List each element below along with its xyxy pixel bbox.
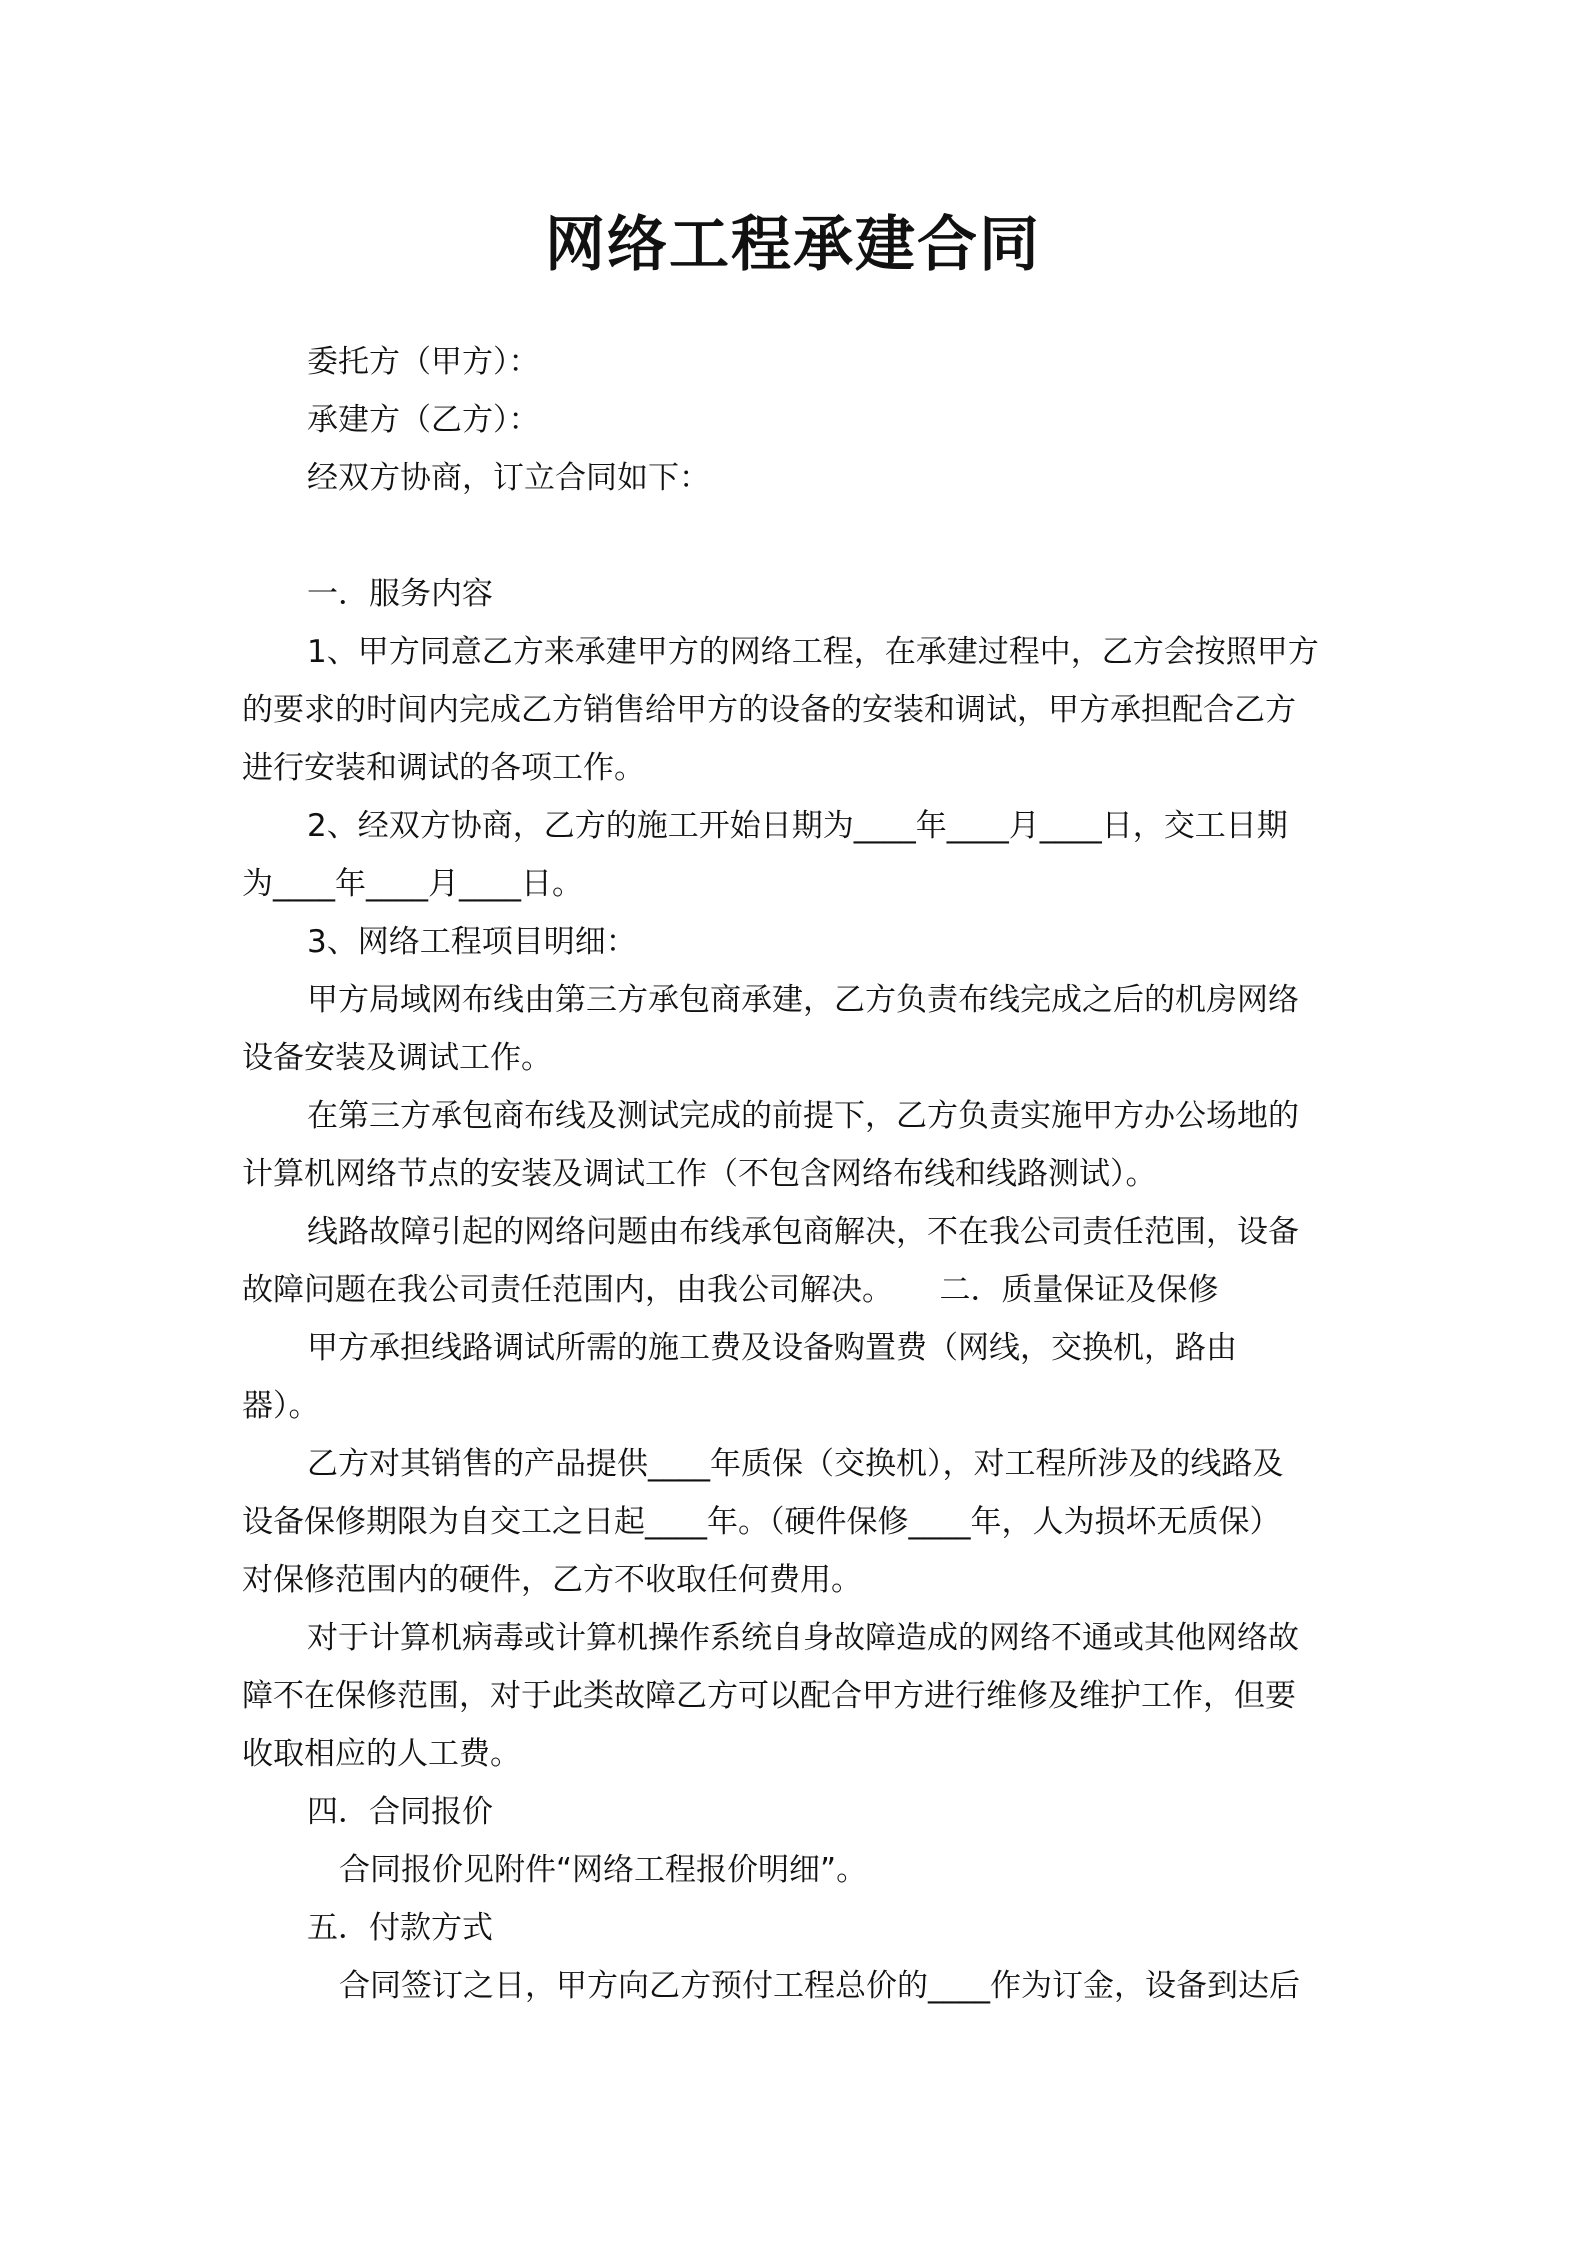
paragraph-line: 设备安装及调试工作。 <box>242 1040 552 1076</box>
paragraph-line: 2、经双方协商，乙方的施工开始日期为____年____月____日，交工日期 <box>307 808 1288 844</box>
paragraph-line: 甲方承担线路调试所需的施工费及设备购置费（网线，交换机，路由 <box>307 1330 1237 1366</box>
paragraph-line: 的要求的时间内完成乙方销售给甲方的设备的安装和调试，甲方承担配合乙方 <box>242 692 1296 728</box>
paragraph-line: 甲方局域网布线由第三方承包商承建，乙方负责布线完成之后的机房网络 <box>307 982 1299 1018</box>
paragraph-line: 合同报价见附件“网络工程报价明细”。 <box>339 1852 868 1888</box>
paragraph-line: 1、甲方同意乙方来承建甲方的网络工程，在承建过程中，乙方会按照甲方 <box>307 634 1319 670</box>
paragraph-line: 在第三方承包商布线及测试完成的前提下，乙方负责实施甲方办公场地的 <box>307 1098 1299 1134</box>
paragraph-line: 3、网络工程项目明细： <box>307 924 637 960</box>
paragraph-line: 设备保修期限为自交工之日起____年。（硬件保修____年，人为损坏无质保） <box>242 1504 1281 1540</box>
section-heading-payment: 五．付款方式 <box>307 1910 493 1946</box>
paragraph-line: 收取相应的人工费。 <box>242 1736 521 1772</box>
paragraph-line: 线路故障引起的网络问题由布线承包商解决，不在我公司责任范围，设备 <box>307 1214 1299 1250</box>
party-a-line: 委托方（甲方）： <box>307 344 540 380</box>
paragraph-line: 计算机网络节点的安装及调试工作（不包含网络布线和线路测试）。 <box>242 1156 1157 1192</box>
paragraph-line: 对于计算机病毒或计算机操作系统自身故障造成的网络不通或其他网络故 <box>307 1620 1299 1656</box>
intro-line: 经双方协商，订立合同如下： <box>307 460 710 496</box>
paragraph-line: 合同签订之日，甲方向乙方预付工程总价的____作为订金，设备到达后 <box>339 1968 1300 2004</box>
paragraph-line: 障不在保修范围，对于此类故障乙方可以配合甲方进行维修及维护工作，但要 <box>242 1678 1296 1714</box>
party-b-line: 承建方（乙方）： <box>307 402 540 438</box>
paragraph-line: 器）。 <box>242 1388 320 1424</box>
paragraph-line: 乙方对其销售的产品提供____年质保（交换机），对工程所涉及的线路及 <box>307 1446 1284 1482</box>
paragraph-line: 对保修范围内的硬件，乙方不收取任何费用。 <box>242 1562 862 1598</box>
paragraph-line: 进行安装和调试的各项工作。 <box>242 750 645 786</box>
paragraph-line: 故障问题在我公司责任范围内，由我公司解决。 二．质量保证及保修 <box>242 1272 1219 1308</box>
section-heading-service: 一．服务内容 <box>307 576 493 612</box>
document-title: 网络工程承建合同 <box>545 210 1041 280</box>
paragraph-line: 为____年____月____日。 <box>242 866 583 902</box>
section-heading-quote: 四．合同报价 <box>307 1794 493 1830</box>
